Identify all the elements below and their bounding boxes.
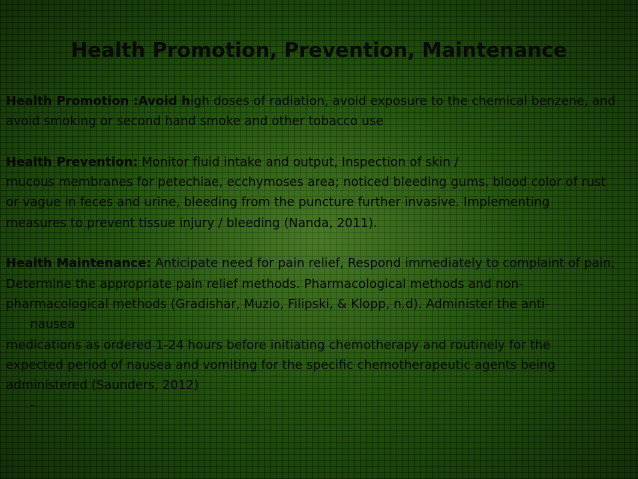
promotion-text: igh doses of radiation, avoid exposure to the chemical benzene, and bbox=[190, 93, 616, 108]
slide-body bbox=[6, 91, 634, 415]
maintenance-line-1 bbox=[6, 253, 634, 273]
maintenance-line-5: medications as ordered 1-24 hours before initiating chemotherapy and routinely for the bbox=[6, 336, 551, 352]
prevention-text: Monitor fluid intake and output, Inspection of skin / bbox=[137, 153, 459, 169]
prevention-line-1 bbox=[6, 152, 634, 172]
promotion-label-continued: Avoid h bbox=[138, 93, 191, 108]
promotion-line-2: avoid smoking or second hand smoke and other tobacco use bbox=[6, 113, 384, 129]
prevention-line-3: or vague in feces and urine, bleeding from the puncture further invasive. Implementing bbox=[6, 194, 550, 210]
prevention-line-2: mucous membranes for petechiae, ecchymoses area; noticed bleeding gums, blood color of rust bbox=[6, 174, 606, 190]
paragraph-gap bbox=[6, 233, 634, 253]
maintenance-line-3: pharmacological methods (Gradishar, Muzio, Filipski, & Klopp, n.d). Administer the anti- bbox=[6, 295, 550, 311]
prevention-label: Health Prevention: bbox=[6, 153, 138, 169]
promotion-line-1 bbox=[6, 91, 634, 111]
maintenance-line-6: expected period of nausea and vomiting for the specific chemotherapeutic agents being bbox=[6, 356, 556, 372]
maintenance-text: Anticipate need for pain relief, Respond immediately to complaint of pain, bbox=[151, 255, 615, 271]
maintenance-line-2: Determine the appropriate pain relief methods. Pharmacological methods and non- bbox=[6, 275, 524, 291]
slide-title: Health Promotion, Prevention, Maintenance bbox=[70, 38, 568, 62]
trailing-dash: - bbox=[30, 397, 35, 413]
prevention-line-4: measures to prevent tissue injury / bleeding (Nanda, 2011). bbox=[6, 214, 378, 230]
maintenance-label: Health Maintenance: bbox=[6, 255, 152, 271]
paragraph-gap bbox=[6, 132, 634, 152]
promotion-label: Health Promotion : bbox=[6, 93, 139, 108]
maintenance-line-4: nausea bbox=[30, 316, 75, 332]
maintenance-line-7: administered (Saunders, 2012) bbox=[6, 377, 199, 393]
